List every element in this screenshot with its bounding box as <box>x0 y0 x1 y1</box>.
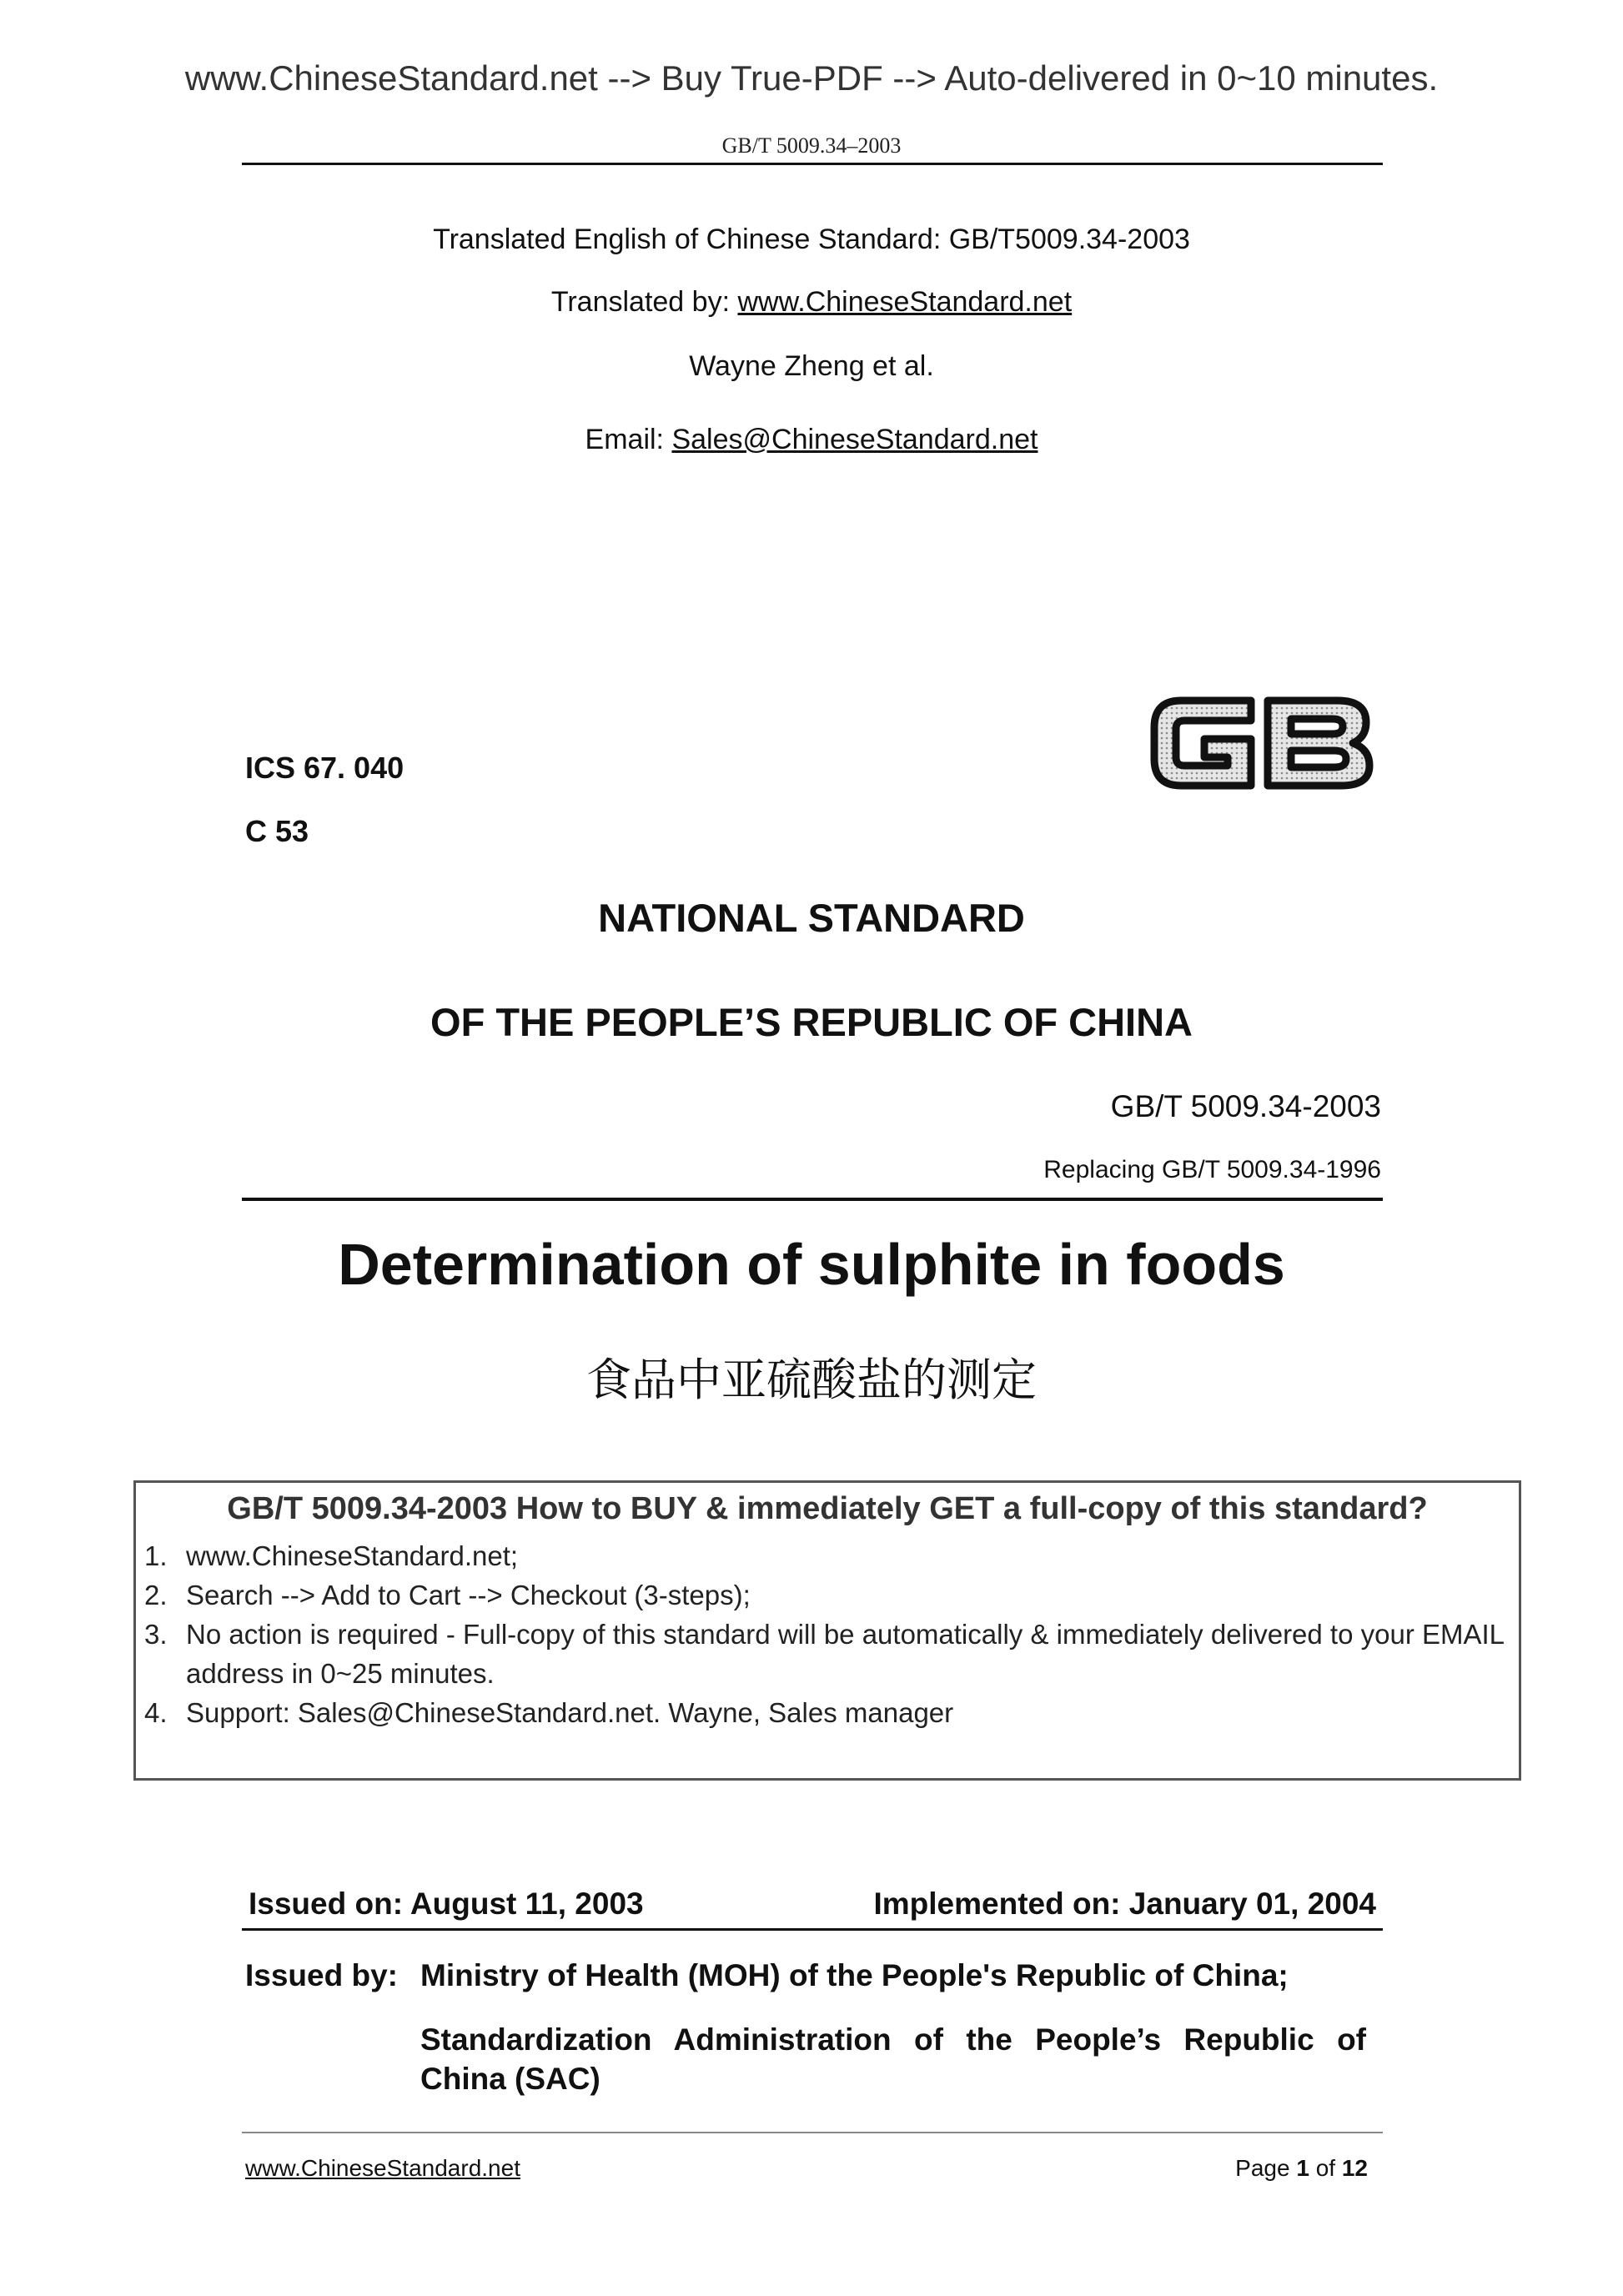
list-item: 1. www.ChineseStandard.net; <box>144 1536 1504 1575</box>
document-title-chinese: 食品中亚硫酸盐的测定 <box>586 1354 1037 1406</box>
header-standard-code: GB/T 5009.34–2003 <box>721 133 902 158</box>
ics-code: ICS 67. 040 <box>245 751 404 785</box>
step-text[interactable]: www.ChineseStandard.net; <box>186 1540 519 1571</box>
translation-line: Translated English of Chinese Standard: GB/T5009.34-2003 <box>433 224 1190 255</box>
list-item: 2. Search --> Add to Cart --> Checkout (3-steps); <box>144 1575 1504 1615</box>
step-text: Search --> Add to Cart --> Checkout (3-steps); <box>186 1580 751 1610</box>
dates-rule <box>242 1928 1383 1931</box>
list-item: 3. No action is required - Full-copy of this standard will be automatically & immediately delivered to your EMAIL address in 0~25 minutes. <box>144 1615 1504 1693</box>
email-line <box>0 424 1623 456</box>
replacing-code: Replacing GB/T 5009.34-1996 <box>1043 1156 1381 1183</box>
issued-date: Issued on: August 11, 2003 <box>249 1887 644 1921</box>
national-standard-heading: NATIONAL STANDARD <box>598 896 1025 940</box>
document-title: Determination of sulphite in foods <box>338 1232 1285 1297</box>
prc-heading: OF THE PEOPLE’S REPUBLIC OF CHINA <box>430 1000 1193 1044</box>
translated-by-line <box>0 286 1623 319</box>
current-page: 1 <box>1296 2155 1309 2181</box>
translated-by-link[interactable]: www.ChineseStandard.net <box>737 286 1073 318</box>
translator-name: Wayne Zheng et al. <box>689 350 934 382</box>
step-text: No action is required - Full-copy of this standard will be automatically & immediately delivered to your EMAIL address in 0~25 minutes. <box>186 1619 1504 1689</box>
title-rule <box>242 1198 1383 1201</box>
standard-code: GB/T 5009.34-2003 <box>1110 1089 1381 1123</box>
purchase-box-title: GB/T 5009.34-2003 How to BUY & immediately GET a full-copy of this standard? <box>227 1491 1428 1526</box>
header-rule <box>242 163 1383 165</box>
footer-rule <box>242 2132 1383 2133</box>
top-banner[interactable]: www.ChineseStandard.net --> Buy True-PDF --> Auto-delivered in 0~10 minutes. <box>184 58 1439 98</box>
issued-by-label: Issued by: <box>245 1958 398 1992</box>
step-text: Support: Sales@ChineseStandard.net. Wayne, Sales manager <box>186 1697 954 1728</box>
translated-by-label: Translated by: <box>550 286 738 318</box>
total-pages: 12 <box>1341 2155 1368 2181</box>
email-label: Email: <box>585 424 672 455</box>
implemented-date: Implemented on: January 01, 2004 <box>873 1887 1376 1921</box>
footer-site-link[interactable]: www.ChineseStandard.net <box>245 2155 520 2181</box>
purchase-steps-list <box>144 1536 1504 1732</box>
email-link[interactable]: Sales@ChineseStandard.net <box>671 424 1038 455</box>
purchase-info-box <box>133 1480 1521 1781</box>
issuer-sac: Standardization Administration of the People’s Republic of China (SAC) <box>420 2022 1366 2096</box>
issuer-moh: Ministry of Health (MOH) of the People's Republic of China; <box>420 1958 1289 1992</box>
page-number: Page 1 of 12 <box>1235 2155 1368 2181</box>
list-item: 4. Support: Sales@ChineseStandard.net. Wayne, Sales manager <box>144 1693 1504 1732</box>
ccs-code: C 53 <box>245 814 309 848</box>
gb-logo <box>1144 686 1378 799</box>
